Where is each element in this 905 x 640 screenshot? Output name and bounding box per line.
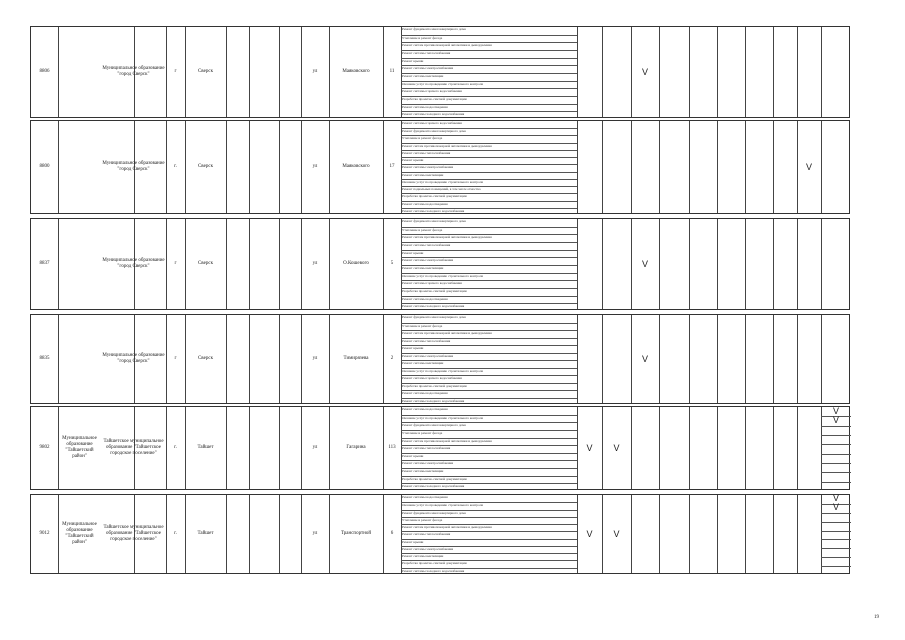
- grid-line: [821, 513, 851, 514]
- work-item: Ремонт фундамента многоквартирного дома: [402, 219, 466, 223]
- check-mark: V: [641, 259, 648, 269]
- house-number: 2: [390, 356, 394, 361]
- column-divider: [797, 315, 798, 403]
- column-divider: [689, 27, 690, 117]
- work-item: Разработка проектно-сметной документации: [401, 193, 577, 200]
- grid-line: [821, 539, 851, 540]
- work-item: Утепление и ремонт фасада: [401, 135, 577, 142]
- works-list: [401, 121, 577, 213]
- row-id: 8806: [39, 69, 50, 74]
- house-number: 17: [389, 164, 395, 169]
- work-item: Оказание услуг по проведению строительного контроля: [401, 368, 577, 376]
- corner-grid: [821, 495, 851, 573]
- work-item: Разработка проектно-сметной документации: [401, 383, 577, 391]
- work-item: Ремонт систем противопожарной автоматики и дымоудаления: [401, 438, 577, 446]
- column-divider: [717, 315, 718, 403]
- work-item: Ремонт подвальных помещений, в том числе отмостка: [401, 186, 577, 193]
- column-divider: [659, 495, 660, 573]
- work-item: Ремонт системы вентиляции: [401, 265, 577, 273]
- check-mark: V: [586, 529, 593, 539]
- street-name: Тимирязева: [343, 356, 369, 361]
- column-divider: [689, 495, 690, 573]
- work-item: Ремонт системы вентиляции: [401, 73, 577, 81]
- column-divider: [279, 495, 280, 573]
- work-item: Утепление и ремонт фасада: [401, 430, 577, 438]
- column-divider: [717, 407, 718, 489]
- column-divider: [689, 219, 690, 309]
- grid-line: [821, 531, 851, 532]
- table-row: [30, 218, 850, 310]
- grid-line: [821, 463, 851, 464]
- column-divider: [58, 315, 59, 403]
- table-row: [30, 120, 850, 214]
- street-name: Маяковского: [342, 164, 370, 169]
- column-divider: [689, 407, 690, 489]
- grid-line: [821, 444, 851, 445]
- grid-line: [821, 557, 851, 558]
- work-item: Ремонт системы горячего водоснабжения: [402, 121, 462, 125]
- corner-grid: [821, 407, 851, 489]
- locality-name: Сверск: [197, 356, 214, 361]
- work-item: Ремонт системы электроснабжения: [401, 65, 577, 73]
- municipal-formation: Муниципальное образование "город Сверск": [102, 161, 165, 172]
- street-type: ул: [312, 445, 318, 450]
- street-type: ул: [312, 164, 318, 169]
- work-item: Ремонт системы холодного водоснабжения: [401, 208, 577, 215]
- check-mark: V: [832, 405, 839, 416]
- column-divider: [745, 495, 746, 573]
- column-divider: [631, 495, 632, 573]
- row-id: 8835: [39, 356, 50, 361]
- street-name: Транспортной: [340, 531, 372, 536]
- work-item: Разработка проектно-сметной документации: [401, 560, 577, 567]
- column-divider: [58, 27, 59, 117]
- column-divider: [279, 407, 280, 489]
- column-divider: [773, 407, 774, 489]
- table-row: [30, 494, 850, 574]
- municipal-formation: Муниципальное образование "город Сверск": [102, 66, 165, 77]
- works-list: [401, 219, 577, 309]
- column-divider: [577, 27, 578, 117]
- column-divider: [602, 121, 603, 213]
- column-divider: [279, 219, 280, 309]
- work-item: Ремонт системы холодного водоснабжения: [401, 303, 577, 311]
- work-item: Ремонт системы водоотведения: [401, 201, 577, 208]
- column-divider: [577, 219, 578, 309]
- column-divider: [58, 219, 59, 309]
- locality-type: г.: [174, 164, 177, 169]
- column-divider: [249, 407, 250, 489]
- municipal-district: Муниципальное образование "Тайшетский район": [62, 522, 97, 545]
- municipal-formation: Тайшетское муниципальное образование "Тайшетское городское поселение": [103, 525, 164, 542]
- column-divider: [249, 315, 250, 403]
- column-divider: [717, 121, 718, 213]
- work-item: Ремонт систем противопожарной автоматики и дымоудаления: [401, 234, 577, 242]
- column-divider: [226, 27, 227, 117]
- works-list: [401, 495, 577, 573]
- work-item: Ремонт системы горячего водоснабжения: [401, 88, 577, 96]
- work-item: Ремонт крыши: [401, 157, 577, 164]
- column-divider: [226, 121, 227, 213]
- row-id: 8800: [39, 164, 50, 169]
- grid-line: [821, 522, 851, 523]
- work-item: Ремонт системы водоотведения: [402, 495, 448, 499]
- column-divider: [659, 121, 660, 213]
- street-name: Маяковского: [342, 69, 370, 74]
- house-number: 113: [388, 445, 396, 450]
- work-item: Ремонт системы горячего водоснабжения: [401, 375, 577, 383]
- work-item: Ремонт системы горячего водоснабжения: [401, 280, 577, 288]
- work-item: Оказание услуг по проведению строительного контроля: [401, 273, 577, 281]
- work-item: Ремонт системы холодного водоснабжения: [401, 398, 577, 406]
- work-item: Ремонт системы вентиляции: [401, 172, 577, 179]
- column-divider: [773, 495, 774, 573]
- work-item: Ремонт крыши: [401, 539, 577, 546]
- check-mark: V: [832, 493, 839, 504]
- work-item: Ремонт крыши: [401, 453, 577, 461]
- column-divider: [797, 407, 798, 489]
- grid-line: [821, 566, 851, 567]
- work-item: Ремонт фундамента многоквартирного дома: [402, 315, 466, 319]
- column-divider: [226, 315, 227, 403]
- column-divider: [279, 27, 280, 117]
- column-divider: [659, 219, 660, 309]
- column-divider: [58, 121, 59, 213]
- works-list: [401, 27, 577, 117]
- work-item: Ремонт фундамента многоквартирного дома: [401, 422, 577, 430]
- column-divider: [745, 219, 746, 309]
- column-divider: [821, 27, 822, 117]
- column-divider: [631, 121, 632, 213]
- work-item: Оказание услуг по проведению строительного контроля: [401, 415, 577, 423]
- municipal-formation: Муниципальное образование "город Сверск": [102, 258, 165, 269]
- work-item: Ремонт фундамента многоквартирного дома: [401, 128, 577, 135]
- work-item: Ремонт системы вентиляции: [401, 468, 577, 476]
- works-list: [401, 407, 577, 489]
- street-name: Гагарина: [346, 445, 366, 450]
- work-item: Ремонт системы теплоснабжения: [401, 242, 577, 250]
- column-divider: [717, 495, 718, 573]
- column-divider: [249, 219, 250, 309]
- column-divider: [797, 495, 798, 573]
- work-item: Ремонт системы водоотведения: [401, 296, 577, 304]
- work-item: Ремонт системы электроснабжения: [401, 164, 577, 171]
- work-item: Ремонт системы теплоснабжения: [401, 150, 577, 157]
- locality-type: г: [174, 69, 177, 74]
- work-item: Ремонт системы теплоснабжения: [401, 531, 577, 538]
- column-divider: [745, 407, 746, 489]
- column-divider: [689, 315, 690, 403]
- table-row: [30, 406, 850, 490]
- work-item: Утепление и ремонт фасада: [401, 517, 577, 524]
- work-item: Ремонт системы вентиляции: [401, 553, 577, 560]
- work-item: Ремонт системы теплоснабжения: [401, 338, 577, 346]
- check-mark: V: [586, 443, 593, 453]
- street-type: ул: [312, 531, 318, 536]
- works-list: [401, 315, 577, 403]
- work-item: Ремонт системы теплоснабжения: [401, 445, 577, 453]
- municipal-formation: Тайшетское муниципальное образование "Тайшетское городское поселение": [103, 439, 164, 456]
- check-mark: V: [832, 502, 839, 513]
- page-number: 19: [874, 615, 879, 620]
- street-type: ул: [312, 356, 318, 361]
- check-mark: V: [805, 162, 812, 172]
- locality-name: Сверск: [197, 261, 214, 266]
- work-item: Ремонт крыши: [401, 345, 577, 353]
- column-divider: [821, 315, 822, 403]
- locality-name: Тайшет: [197, 531, 214, 536]
- work-item: Разработка проектно-сметной документации: [401, 476, 577, 484]
- work-item: Утепление и ремонт фасада: [401, 227, 577, 235]
- work-item: Ремонт системы водоотведения: [402, 407, 448, 411]
- column-divider: [745, 315, 746, 403]
- check-mark: V: [613, 443, 620, 453]
- work-item: Оказание услуг по проведению строительного контроля: [401, 81, 577, 89]
- check-mark: V: [832, 414, 839, 425]
- locality-type: г: [174, 356, 177, 361]
- column-divider: [226, 407, 227, 489]
- column-divider: [773, 219, 774, 309]
- column-divider: [577, 121, 578, 213]
- work-item: Ремонт крыши: [401, 250, 577, 258]
- column-divider: [797, 27, 798, 117]
- column-divider: [602, 315, 603, 403]
- column-divider: [773, 121, 774, 213]
- work-item: Оказание услуг по проведению строительного контроля: [401, 179, 577, 186]
- grid-line: [821, 548, 851, 549]
- street-type: ул: [312, 261, 318, 266]
- column-divider: [773, 27, 774, 117]
- house-number: 11: [389, 69, 395, 74]
- column-divider: [249, 495, 250, 573]
- work-item: Ремонт систем противопожарной автоматики и дымоудаления: [401, 42, 577, 50]
- work-item: Ремонт системы холодного водоснабжения: [401, 483, 577, 491]
- work-item: Ремонт системы холодного водоснабжения: [401, 111, 577, 119]
- column-divider: [577, 315, 578, 403]
- table-row: [30, 314, 850, 404]
- work-item: Ремонт фундамента многоквартирного дома: [401, 510, 577, 517]
- column-divider: [821, 219, 822, 309]
- street-name: О.Кошевого: [343, 261, 369, 266]
- work-item: Ремонт фундамента многоквартирного дома: [402, 27, 466, 31]
- work-item: Разработка проектно-сметной документации: [401, 288, 577, 296]
- column-divider: [821, 121, 822, 213]
- check-mark: V: [613, 529, 620, 539]
- check-mark: V: [641, 354, 648, 364]
- house-number: 5: [390, 261, 394, 266]
- check-mark: V: [641, 67, 648, 77]
- locality-type: г: [174, 261, 177, 266]
- locality-name: Тайшет: [197, 445, 214, 450]
- column-divider: [689, 121, 690, 213]
- work-item: Ремонт системы холодного водоснабжения: [401, 568, 577, 575]
- locality-name: Сверск: [197, 164, 214, 169]
- work-item: Ремонт системы электроснабжения: [401, 460, 577, 468]
- column-divider: [631, 407, 632, 489]
- grid-line: [821, 435, 851, 436]
- work-item: Ремонт крыши: [401, 58, 577, 66]
- column-divider: [249, 121, 250, 213]
- locality-type: г.: [174, 531, 177, 536]
- work-item: Ремонт систем противопожарной автоматики и дымоудаления: [401, 330, 577, 338]
- locality-type: г.: [174, 445, 177, 450]
- column-divider: [226, 495, 227, 573]
- grid-line: [821, 426, 851, 427]
- locality-name: Сверск: [197, 69, 214, 74]
- column-divider: [249, 27, 250, 117]
- work-item: Ремонт системы электроснабжения: [401, 353, 577, 361]
- grid-line: [821, 454, 851, 455]
- grid-line: [821, 482, 851, 483]
- column-divider: [279, 315, 280, 403]
- row-id: 8837: [39, 261, 50, 266]
- column-divider: [745, 27, 746, 117]
- street-type: ул: [312, 69, 318, 74]
- work-item: Ремонт системы электроснабжения: [401, 546, 577, 553]
- grid-line: [821, 472, 851, 473]
- municipal-formation: Муниципальное образование "город Сверск": [102, 353, 165, 364]
- municipal-district: Муниципальное образование "Тайшетский район": [62, 436, 97, 459]
- row-id: 9802: [39, 445, 50, 450]
- column-divider: [773, 315, 774, 403]
- work-item: Разработка проектно-сметной документации: [401, 96, 577, 104]
- column-divider: [226, 219, 227, 309]
- column-divider: [797, 219, 798, 309]
- column-divider: [717, 219, 718, 309]
- column-divider: [279, 121, 280, 213]
- work-item: Ремонт систем противопожарной автоматики и дымоудаления: [401, 524, 577, 531]
- column-divider: [745, 121, 746, 213]
- column-divider: [659, 315, 660, 403]
- work-item: Ремонт системы водоотведения: [401, 390, 577, 398]
- work-item: Ремонт системы теплоснабжения: [401, 50, 577, 58]
- work-item: Ремонт систем противопожарной автоматики и дымоудаления: [401, 143, 577, 150]
- column-divider: [659, 407, 660, 489]
- work-item: Оказание услуг по проведению строительного контроля: [401, 502, 577, 509]
- column-divider: [602, 27, 603, 117]
- column-divider: [717, 27, 718, 117]
- table-row: [30, 26, 850, 118]
- work-item: Ремонт системы вентиляции: [401, 360, 577, 368]
- house-number: 6: [390, 531, 394, 536]
- row-id: 9012: [39, 531, 50, 536]
- work-item: Ремонт системы водоотведения: [401, 104, 577, 112]
- column-divider: [659, 27, 660, 117]
- column-divider: [602, 219, 603, 309]
- work-item: Утепление и ремонт фасада: [401, 323, 577, 331]
- work-item: Утепление и ремонт фасада: [401, 35, 577, 43]
- work-item: Ремонт системы электроснабжения: [401, 257, 577, 265]
